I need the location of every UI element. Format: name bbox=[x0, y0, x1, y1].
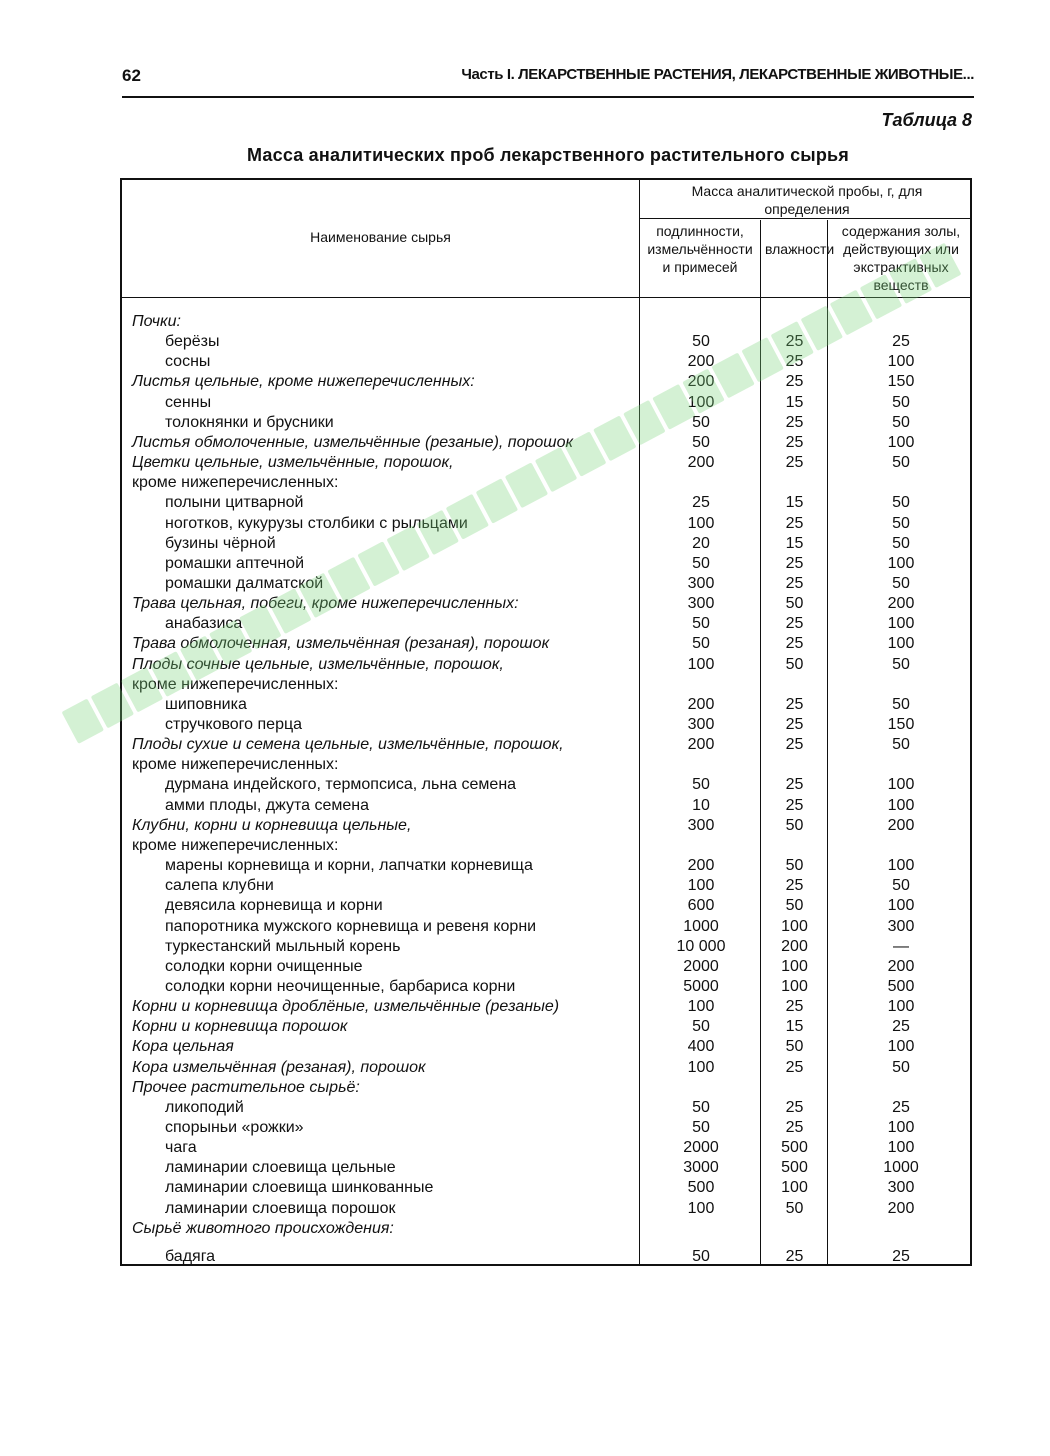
row-value-v2: 50 bbox=[785, 655, 804, 673]
row-name: папоротника мужского корневища и ревеня корни bbox=[165, 917, 537, 935]
row-value-v2: 25 bbox=[785, 736, 804, 754]
row-value-v1: 50 bbox=[692, 413, 710, 431]
row-name: сенны bbox=[165, 393, 212, 411]
row-name: солодки корни очищенные bbox=[165, 957, 363, 975]
row-value-v1: 500 bbox=[687, 1179, 715, 1197]
row-value-v1: 1000 bbox=[683, 917, 719, 935]
row-name: Трава обмолоченная, измельчённая (резаная), порошок bbox=[132, 635, 550, 653]
row-value-v3: 100 bbox=[887, 897, 915, 915]
row-value-v1: 200 bbox=[687, 857, 715, 875]
header-name-column: Наименование сырья bbox=[310, 229, 451, 245]
row-name: ламинарии слоевища цельные bbox=[165, 1159, 396, 1177]
row-value-v2: 25 bbox=[785, 454, 804, 472]
row-value-v1: 100 bbox=[687, 393, 715, 411]
row-name: дурмана индейского, термопсиса, льна семена bbox=[165, 776, 517, 794]
table-row bbox=[122, 695, 974, 715]
row-value-v1: 300 bbox=[687, 716, 715, 733]
header-col-authenticity: подлинности, измельчённости и примесей bbox=[647, 223, 753, 275]
table-row bbox=[122, 675, 974, 695]
row-value-v2: 25 bbox=[785, 877, 804, 895]
row-value-v1: 200 bbox=[687, 695, 715, 713]
row-name: Корни и корневища порошок bbox=[132, 1018, 348, 1036]
row-value-v1: 50 bbox=[692, 333, 710, 351]
row-value-v2: 25 bbox=[785, 1119, 804, 1136]
row-value-v2: 25 bbox=[785, 333, 804, 351]
row-value-v1: 200 bbox=[687, 353, 715, 371]
row-value-v1: 2000 bbox=[683, 957, 719, 975]
data-table bbox=[120, 178, 972, 1266]
table-row bbox=[122, 796, 974, 816]
table-row bbox=[122, 1017, 974, 1037]
row-name: бадяга bbox=[165, 1247, 216, 1265]
table-row bbox=[122, 1058, 974, 1078]
row-value-v2: 25 bbox=[785, 514, 804, 532]
table-row bbox=[122, 372, 974, 392]
row-value-v3: 100 bbox=[887, 353, 915, 371]
row-value-v2: 25 bbox=[785, 776, 804, 794]
row-value-v1: 300 bbox=[687, 574, 715, 592]
table-row bbox=[122, 1078, 974, 1098]
row-name: стручкового перца bbox=[165, 716, 303, 733]
row-name: полыни цитварной bbox=[165, 494, 304, 512]
row-value-v3: 50 bbox=[892, 695, 910, 713]
table-row bbox=[122, 876, 974, 896]
row-name: солодки корни неочищенные, барбариса корни bbox=[165, 977, 516, 995]
row-value-v1: 50 bbox=[692, 1098, 710, 1116]
row-name: кроме нижеперечисленных: bbox=[132, 756, 339, 774]
row-value-v2: 25 bbox=[785, 433, 804, 451]
row-value-v1: 100 bbox=[687, 877, 715, 895]
table-row bbox=[122, 957, 974, 977]
row-value-v3: 25 bbox=[892, 1098, 910, 1116]
table-row bbox=[122, 594, 974, 614]
row-value-v1: 100 bbox=[687, 1199, 715, 1217]
table-row bbox=[122, 534, 974, 554]
row-name: толокнянки и брусники bbox=[165, 413, 334, 431]
row-value-v3: 50 bbox=[892, 1058, 910, 1076]
page-header bbox=[122, 62, 974, 98]
table-row bbox=[122, 1199, 974, 1219]
table-row bbox=[122, 574, 974, 594]
row-name: чага bbox=[165, 1139, 197, 1157]
row-name: шиповника bbox=[165, 695, 247, 713]
table-row bbox=[122, 453, 974, 473]
header-group-column: Масса аналитической пробы, г, для определения bbox=[691, 183, 923, 217]
row-value-v1: 10 bbox=[692, 796, 710, 814]
table-row bbox=[122, 775, 974, 795]
row-name: анабазиса bbox=[165, 615, 243, 633]
table-row bbox=[122, 1098, 974, 1118]
row-value-v2: 200 bbox=[781, 937, 808, 955]
table-row bbox=[122, 1138, 974, 1158]
header-rule bbox=[122, 297, 972, 298]
row-value-v2: 100 bbox=[781, 917, 808, 935]
table-row bbox=[122, 312, 974, 332]
row-value-v1: 100 bbox=[687, 1058, 715, 1076]
row-value-v3: 50 bbox=[892, 393, 910, 411]
row-name: Листья обмолоченные, измельчённые (резаные), порошок bbox=[132, 433, 574, 451]
row-value-v3: 100 bbox=[887, 1139, 915, 1157]
row-value-v3: 1000 bbox=[883, 1159, 919, 1177]
table-row bbox=[122, 1037, 974, 1057]
row-value-v3: 25 bbox=[892, 333, 910, 351]
row-name: кроме нижеперечисленных: bbox=[132, 675, 339, 693]
row-value-v1: 50 bbox=[692, 1018, 710, 1036]
row-value-v3: 50 bbox=[892, 413, 910, 431]
row-value-v1: 200 bbox=[687, 454, 715, 472]
table-row bbox=[122, 977, 974, 997]
row-value-v3: 200 bbox=[887, 1199, 915, 1217]
row-value-v3: 150 bbox=[887, 716, 915, 733]
row-name: кроме нижеперечисленных: bbox=[132, 474, 339, 492]
row-name: ноготков, кукурузы столбики с рыльцами bbox=[165, 514, 468, 532]
row-value-v2: 100 bbox=[781, 1179, 808, 1197]
row-value-v1: 100 bbox=[687, 514, 715, 532]
table-row bbox=[122, 937, 974, 957]
row-value-v1: 2000 bbox=[683, 1139, 719, 1157]
row-value-v2: 25 bbox=[785, 554, 804, 572]
row-value-v1: 3000 bbox=[683, 1159, 719, 1177]
row-value-v2: 50 bbox=[785, 816, 804, 834]
row-value-v3: 50 bbox=[892, 454, 910, 472]
row-value-v2: 15 bbox=[785, 1018, 804, 1036]
table-row bbox=[122, 332, 974, 352]
row-value-v1: 50 bbox=[692, 615, 710, 633]
table-row bbox=[122, 473, 974, 493]
row-name: кроме нижеперечисленных: bbox=[132, 836, 339, 854]
row-name: марены корневища и корни, лапчатки корневища bbox=[165, 857, 533, 875]
row-name: туркестанский мыльный корень bbox=[165, 937, 401, 955]
table-row bbox=[122, 997, 974, 1017]
row-name: Плоды сочные цельные, измельчённые, порошок, bbox=[132, 655, 504, 673]
row-value-v3: 50 bbox=[892, 534, 910, 552]
table-row bbox=[122, 735, 974, 755]
row-value-v2: 15 bbox=[785, 393, 804, 411]
row-name: спорыньи «рожки» bbox=[165, 1119, 304, 1136]
row-value-v2: 25 bbox=[785, 353, 804, 371]
table-row bbox=[122, 614, 974, 634]
row-name: салепа клубни bbox=[165, 877, 274, 895]
row-name: Плоды сухие и семена цельные, измельчённые, порошок, bbox=[132, 736, 564, 754]
row-name: ромашки далматской bbox=[165, 574, 324, 592]
header-col-ash: содержания золы, действующих или экстрактивных веществ bbox=[841, 223, 961, 293]
row-value-v2: 25 bbox=[785, 413, 804, 431]
table-row bbox=[122, 917, 974, 937]
row-value-v3: 50 bbox=[892, 736, 910, 754]
row-name: ромашки аптечной bbox=[165, 554, 304, 572]
row-value-v1: 400 bbox=[687, 1038, 715, 1056]
row-value-v2: 25 bbox=[785, 635, 804, 653]
running-title: Часть I. ЛЕКАРСТВЕННЫЕ РАСТЕНИЯ, ЛЕКАРСТВЕННЫЕ ЖИВОТНЫЕ... bbox=[461, 66, 974, 83]
table-row bbox=[122, 433, 974, 453]
row-name: берёзы bbox=[165, 333, 220, 351]
row-name: Листья цельные, кроме нижеперечисленных: bbox=[132, 373, 475, 391]
row-value-v3: 500 bbox=[887, 977, 915, 995]
row-name: Клубни, корни и корневища цельные, bbox=[132, 816, 412, 834]
table-row bbox=[122, 634, 974, 654]
table-row bbox=[122, 836, 974, 856]
row-name: Корни и корневища дроблёные, измельчённые (резаные) bbox=[132, 998, 560, 1016]
row-value-v1: 100 bbox=[687, 655, 715, 673]
row-value-v3: 300 bbox=[887, 917, 915, 935]
row-name: девясила корневища и корни bbox=[165, 897, 383, 915]
row-value-v2: 50 bbox=[785, 1199, 804, 1217]
row-value-v3: 50 bbox=[892, 494, 910, 512]
table-row bbox=[122, 856, 974, 876]
table-row bbox=[122, 816, 974, 836]
row-value-v3: 50 bbox=[892, 655, 910, 673]
row-value-v2: 50 bbox=[785, 595, 804, 613]
row-value-v2: 500 bbox=[781, 1139, 808, 1157]
row-value-v1: 200 bbox=[687, 373, 715, 391]
table-row bbox=[122, 755, 974, 775]
row-value-v2: 25 bbox=[785, 1098, 804, 1116]
row-value-v2: 15 bbox=[785, 534, 804, 552]
table-row bbox=[122, 554, 974, 574]
row-value-v1: 50 bbox=[692, 635, 710, 653]
row-value-v1: 50 bbox=[692, 1119, 710, 1136]
row-value-v1: 50 bbox=[692, 554, 710, 572]
row-value-v3: 100 bbox=[887, 857, 915, 875]
row-value-v3: 25 bbox=[892, 1247, 910, 1265]
table-row bbox=[122, 715, 974, 735]
row-value-v2: 25 bbox=[785, 373, 804, 391]
row-value-v2: 25 bbox=[785, 998, 804, 1016]
row-value-v2: 25 bbox=[785, 796, 804, 814]
row-value-v2: 25 bbox=[785, 695, 804, 713]
header-col-moisture: влажности bbox=[765, 241, 835, 257]
row-name: Кора цельная bbox=[132, 1038, 234, 1056]
table-row bbox=[122, 514, 974, 534]
row-value-v1: 20 bbox=[692, 534, 710, 552]
row-value-v3: 150 bbox=[887, 373, 915, 391]
row-value-v3: 200 bbox=[887, 957, 915, 975]
row-value-v1: 10 000 bbox=[676, 937, 726, 955]
row-name: Цветки цельные, измельчённые, порошок, bbox=[132, 454, 454, 472]
row-value-v3: 300 bbox=[887, 1179, 915, 1197]
table-title: Масса аналитических проб лекарственного растительного сырья bbox=[246, 145, 850, 165]
table-row bbox=[122, 393, 974, 413]
row-value-v3: 50 bbox=[892, 514, 910, 532]
row-value-v3: 100 bbox=[887, 776, 915, 794]
row-value-v2: 500 bbox=[781, 1159, 808, 1177]
header-rule bbox=[639, 218, 972, 219]
table-row bbox=[122, 493, 974, 513]
table-row bbox=[122, 1178, 974, 1198]
table-row bbox=[122, 1247, 974, 1267]
row-value-v3: 50 bbox=[892, 574, 910, 592]
row-value-v2: 100 bbox=[781, 977, 808, 995]
row-value-v1: 50 bbox=[692, 776, 710, 794]
row-value-v3: 200 bbox=[887, 816, 915, 834]
row-name: ликоподий bbox=[165, 1098, 244, 1116]
row-value-v1: 300 bbox=[687, 595, 715, 613]
row-value-v3: 100 bbox=[887, 433, 915, 451]
table-row bbox=[122, 1158, 974, 1178]
row-value-v1: 25 bbox=[692, 494, 710, 512]
row-value-v3: 100 bbox=[887, 1119, 915, 1136]
row-value-v3: 100 bbox=[887, 796, 915, 814]
row-value-v3: 100 bbox=[887, 998, 915, 1016]
row-value-v1: 600 bbox=[687, 897, 715, 915]
row-name: Прочее растительное сырьё: bbox=[132, 1078, 360, 1096]
table-row bbox=[122, 1118, 974, 1138]
row-value-v2: 25 bbox=[785, 1058, 804, 1076]
row-value-v1: 300 bbox=[687, 816, 715, 834]
row-value-v2: 25 bbox=[785, 716, 804, 733]
row-name: сосны bbox=[165, 353, 211, 371]
row-value-v2: 25 bbox=[785, 615, 804, 633]
row-name: бузины чёрной bbox=[165, 534, 276, 552]
row-value-v2: 100 bbox=[781, 957, 808, 975]
row-name: амми плоды, джута семена bbox=[165, 796, 369, 814]
row-value-v1: 50 bbox=[692, 433, 710, 451]
table-row bbox=[122, 896, 974, 916]
row-value-v3: 100 bbox=[887, 554, 915, 572]
row-value-v3: 50 bbox=[892, 877, 910, 895]
row-value-v2: 25 bbox=[785, 574, 804, 592]
table-row bbox=[122, 1219, 974, 1239]
row-value-v2: 50 bbox=[785, 857, 804, 875]
table-label: Таблица 8 bbox=[881, 110, 972, 130]
row-value-v2: 50 bbox=[785, 1038, 804, 1056]
row-value-v2: 50 bbox=[785, 897, 804, 915]
row-value-v3: 200 bbox=[887, 595, 915, 613]
table-row bbox=[122, 413, 974, 433]
row-name: Сырьё животного происхождения: bbox=[132, 1219, 394, 1237]
row-value-v3: 100 bbox=[887, 635, 915, 653]
row-value-v1: 200 bbox=[687, 736, 715, 754]
row-value-v1: 50 bbox=[692, 1247, 710, 1265]
row-name: ламинарии слоевища шинкованные bbox=[165, 1179, 434, 1197]
row-value-v3: — bbox=[893, 937, 909, 955]
row-value-v2: 25 bbox=[785, 1247, 804, 1265]
page-number: 62 bbox=[122, 66, 141, 85]
row-value-v3: 100 bbox=[887, 615, 915, 633]
row-value-v3: 100 bbox=[887, 1038, 915, 1056]
row-name: ламинарии слоевища порошок bbox=[165, 1199, 396, 1217]
row-value-v3: 25 bbox=[892, 1018, 910, 1036]
table-row bbox=[122, 655, 974, 675]
row-name: Трава цельная, побеги, кроме нижеперечисленных: bbox=[132, 595, 519, 613]
row-value-v1: 5000 bbox=[683, 977, 719, 995]
table-row bbox=[122, 352, 974, 372]
row-value-v1: 100 bbox=[687, 998, 715, 1016]
row-name: Кора измельчённая (резаная), порошок bbox=[132, 1058, 426, 1076]
row-value-v2: 15 bbox=[785, 494, 804, 512]
row-name: Почки: bbox=[132, 313, 181, 330]
